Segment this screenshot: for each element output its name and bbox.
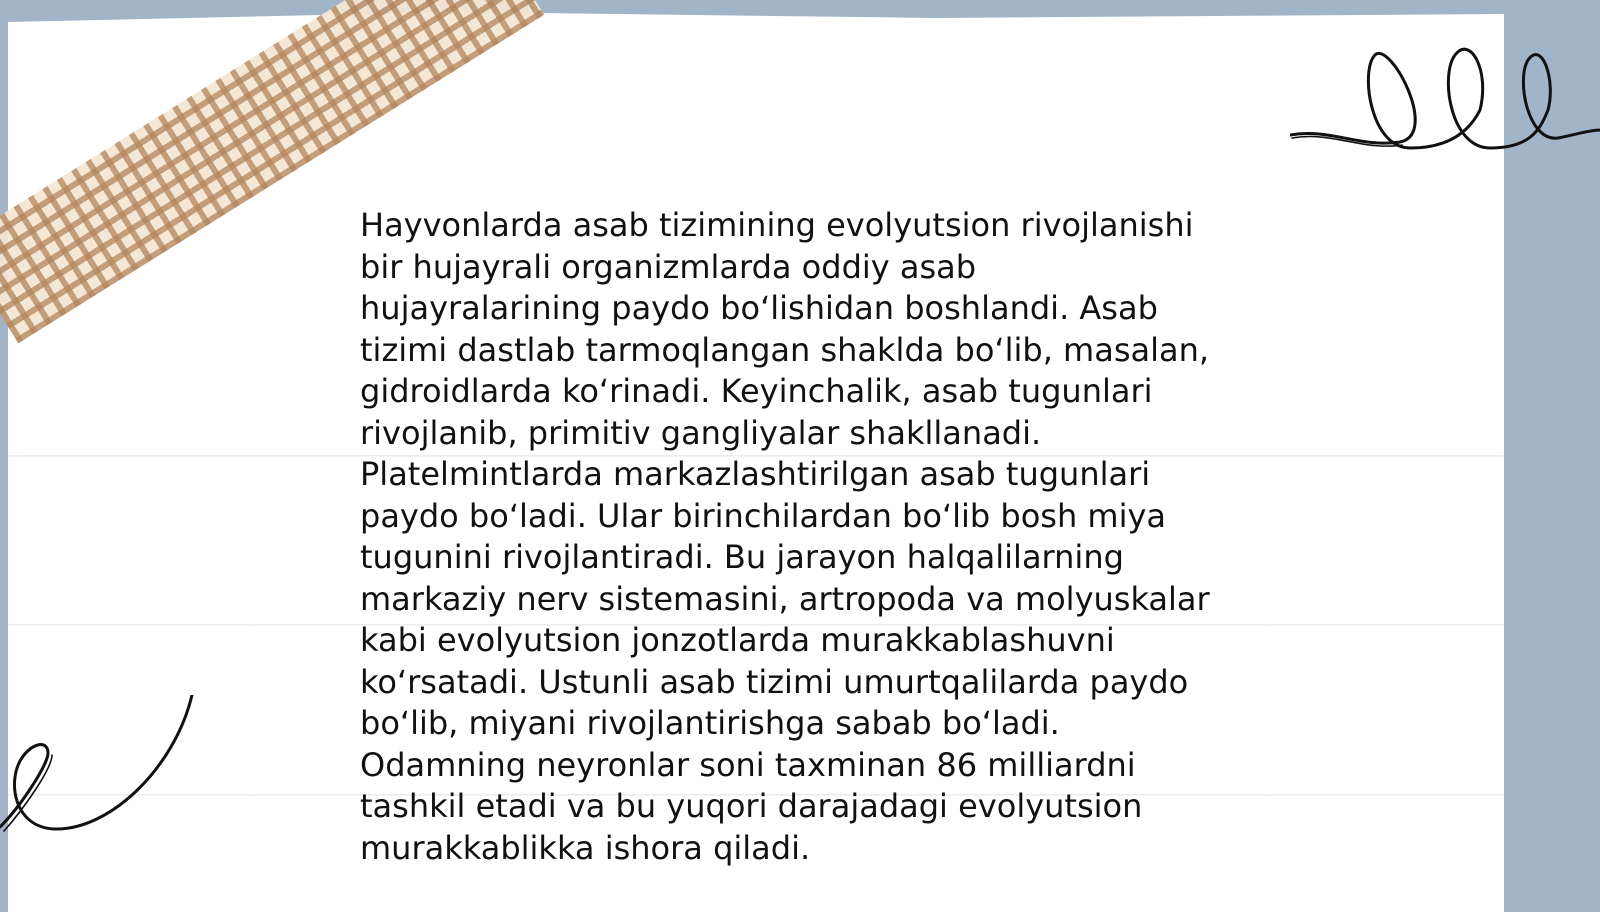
text-line: Odamning neyronlar soni taxminan 86 milliardni bbox=[360, 745, 1136, 784]
text-line: gidroidlarda ko‘rinadi. Keyinchalik, asab tugunlari bbox=[360, 372, 1153, 410]
text-line: tashkil etadi va bu yuqori darajadagi evolyutsion bbox=[360, 787, 1143, 825]
text-line: Hayvonlarda asab tizimining evolyutsion rivojlanishi bbox=[360, 206, 1194, 244]
text-line: hujayralarining paydo bo‘lishidan boshlandi. Asab bbox=[360, 289, 1158, 327]
text-line: kabi evolyutsion jonzotlarda murakkablashuvni bbox=[360, 621, 1115, 659]
text-line: tizimi dastlab tarmoqlangan shaklda bo‘lib, masalan, bbox=[360, 330, 1210, 369]
swirl-doodle-icon bbox=[0, 695, 210, 855]
text-line: ko‘rsatadi. Ustunli asab tizimi umurtqalilarda paydo bbox=[360, 662, 1189, 701]
text-line: bir hujayrali organizmlarda oddiy asab bbox=[360, 247, 977, 286]
text-line: markaziy nerv sistemasini, artropoda va molyuskalar bbox=[360, 579, 1210, 618]
text-line: bo‘lib, miyani rivojlantirishga sabab bo‘ladi. bbox=[360, 704, 1060, 742]
text-line: Platelmintlarda markazlashtirilgan asab tugunlari bbox=[360, 455, 1151, 493]
body-paragraph bbox=[360, 205, 1230, 869]
text-line: paydo bo‘ladi. Ular birinchilardan bo‘lib bosh miya bbox=[360, 496, 1166, 535]
loop-doodle-icon bbox=[1290, 30, 1600, 170]
text-line: murakkablikka ishora qiladi. bbox=[360, 828, 811, 867]
text-line: tugunini rivojlantiradi. Bu jarayon halqalilarning bbox=[360, 538, 1124, 576]
text-line: rivojlanib, primitiv gangliyalar shakllanadi. bbox=[360, 413, 1042, 452]
